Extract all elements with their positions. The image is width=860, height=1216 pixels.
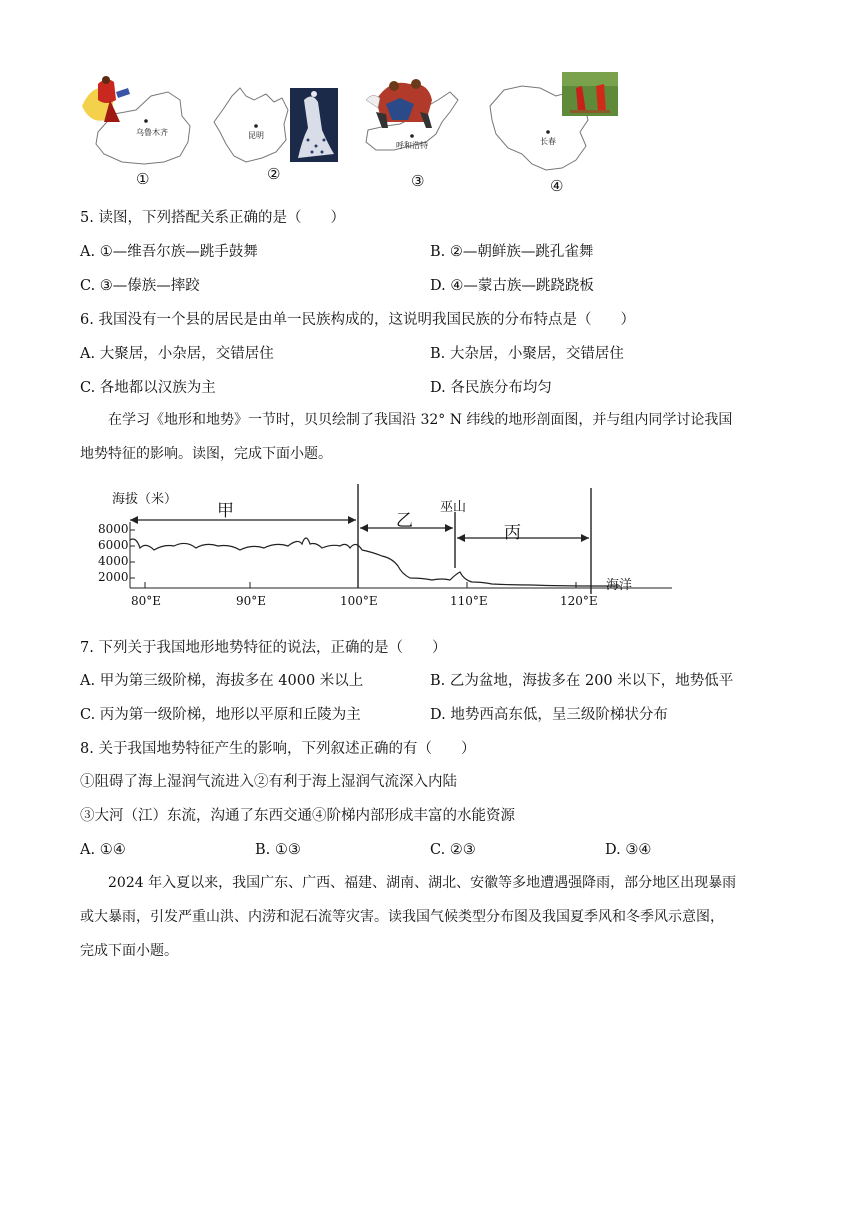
profile-x-tick-label: 110°E [450, 594, 488, 608]
q7-option-b: B. 乙为盆地，海拔多在 200 米以下，地势低平 [430, 673, 734, 689]
q6-option-b: B. 大杂居，小聚居，交错居住 [430, 346, 624, 362]
city-dot [254, 124, 258, 128]
q8-option-a: A. ①④ [80, 842, 126, 858]
profile-y-tick-label: 6000 [98, 538, 129, 552]
map-number: ② [267, 165, 281, 183]
q6-option-d: D. 各民族分布均匀 [430, 380, 552, 396]
question-8-stem: 8. 关于我国地势特征产生的影响，下列叙述正确的有（ ） [80, 741, 476, 757]
q6-option-a: A. 大聚居，小杂居，交错居住 [80, 346, 274, 362]
intro-paragraph-1-line-2: 地势特征的影响。读图，完成下面小题。 [80, 446, 332, 462]
profile-y-tick-label: 8000 [98, 522, 129, 536]
q8-option-c: C. ②③ [430, 842, 476, 858]
profile-x-tick-label: 80°E [131, 594, 162, 608]
q7-option-a: A. 甲为第三级阶梯，海拔多在 4000 米以上 [80, 673, 364, 689]
map-xinjiang [82, 76, 190, 164]
q8-option-d: D. ③④ [605, 842, 652, 858]
map-number: ① [136, 170, 150, 188]
question-6-stem: 6. 我国没有一个县的居民是由单一民族构成的，这说明我国民族的分布特点是（ ） [80, 312, 635, 328]
terrain-profile-line [130, 538, 620, 586]
map-city-label: 长春 [540, 137, 556, 146]
q8-statement-line-2: ③大河（江）东流，沟通了东西交通④阶梯内部形成丰富的水能资源 [80, 808, 515, 824]
city-dot [546, 130, 550, 134]
question-7-stem: 7. 下列关于我国地形地势特征的说法，正确的是（ ） [80, 640, 447, 656]
map-number: ③ [411, 172, 425, 190]
map-city-label: 乌鲁木齐 [136, 128, 168, 137]
q8-option-b: B. ①③ [255, 842, 301, 858]
mountain-label-wushan: 巫山 [440, 500, 467, 515]
q8-statement-line-1: ①阻碍了海上湿润气流进入②有利于海上湿润气流深入内陆 [80, 774, 457, 790]
intro-paragraph-2-line-1: 2024 年入夏以来，我国广东、广西、福建、湖南、湖北、安徽等多地遭遇强降雨，部分地区出现暴雨 [108, 875, 737, 891]
question-5-stem: 5. 读图，下列搭配关系正确的是（ ） [80, 210, 345, 226]
zone-label-bing: 丙 [504, 523, 521, 543]
map-number: ④ [550, 177, 564, 195]
map-jilin [490, 72, 618, 170]
profile-x-tick-label: 100°E [340, 594, 378, 608]
profile-x-tick-label: 120°E [560, 594, 598, 608]
q5-option-a: A. ①—维吾尔族—跳手鼓舞 [80, 244, 258, 260]
q7-option-c: C. 丙为第一级阶梯，地形以平原和丘陵为主 [80, 707, 361, 723]
zone-label-yi: 乙 [396, 511, 413, 531]
profile-y-tick-label: 4000 [98, 554, 129, 568]
zone-label-jia: 甲 [217, 501, 234, 521]
profile-x-tick-label: 90°E [236, 594, 267, 608]
q6-option-c: C. 各地都以汉族为主 [80, 380, 216, 396]
profile-y-axis-label: 海拔（米） [112, 492, 178, 507]
intro-paragraph-1-line-1: 在学习《地形和地势》一节时，贝贝绘制了我国沿 32° N 纬线的地形剖面图，并与组内同学讨论我国 [108, 412, 733, 428]
wrestlers-icon [366, 79, 432, 128]
q5-option-b: B. ②—朝鲜族—跳孔雀舞 [430, 244, 594, 260]
map-city-label: 昆明 [248, 131, 264, 140]
city-dot [144, 119, 148, 123]
map-yunnan [214, 88, 338, 162]
profile-y-tick-label: 2000 [98, 570, 129, 584]
sea-label: 海洋 [606, 578, 633, 593]
intro-paragraph-2-line-3: 完成下面小题。 [80, 943, 178, 959]
q5-option-d: D. ④—蒙古族—跳跷跷板 [430, 278, 594, 294]
map-city-label: 呼和浩特 [396, 141, 428, 150]
city-dot [410, 134, 414, 138]
q7-option-d: D. 地势西高东低，呈三级阶梯状分布 [430, 707, 668, 723]
q5-option-c: C. ③—傣族—摔跤 [80, 278, 200, 294]
intro-paragraph-2-line-2: 或大暴雨，引发严重山洪、内涝和泥石流等灾害。读我国气候类型分布图及我国夏季风和冬季风示意图， [80, 909, 724, 925]
